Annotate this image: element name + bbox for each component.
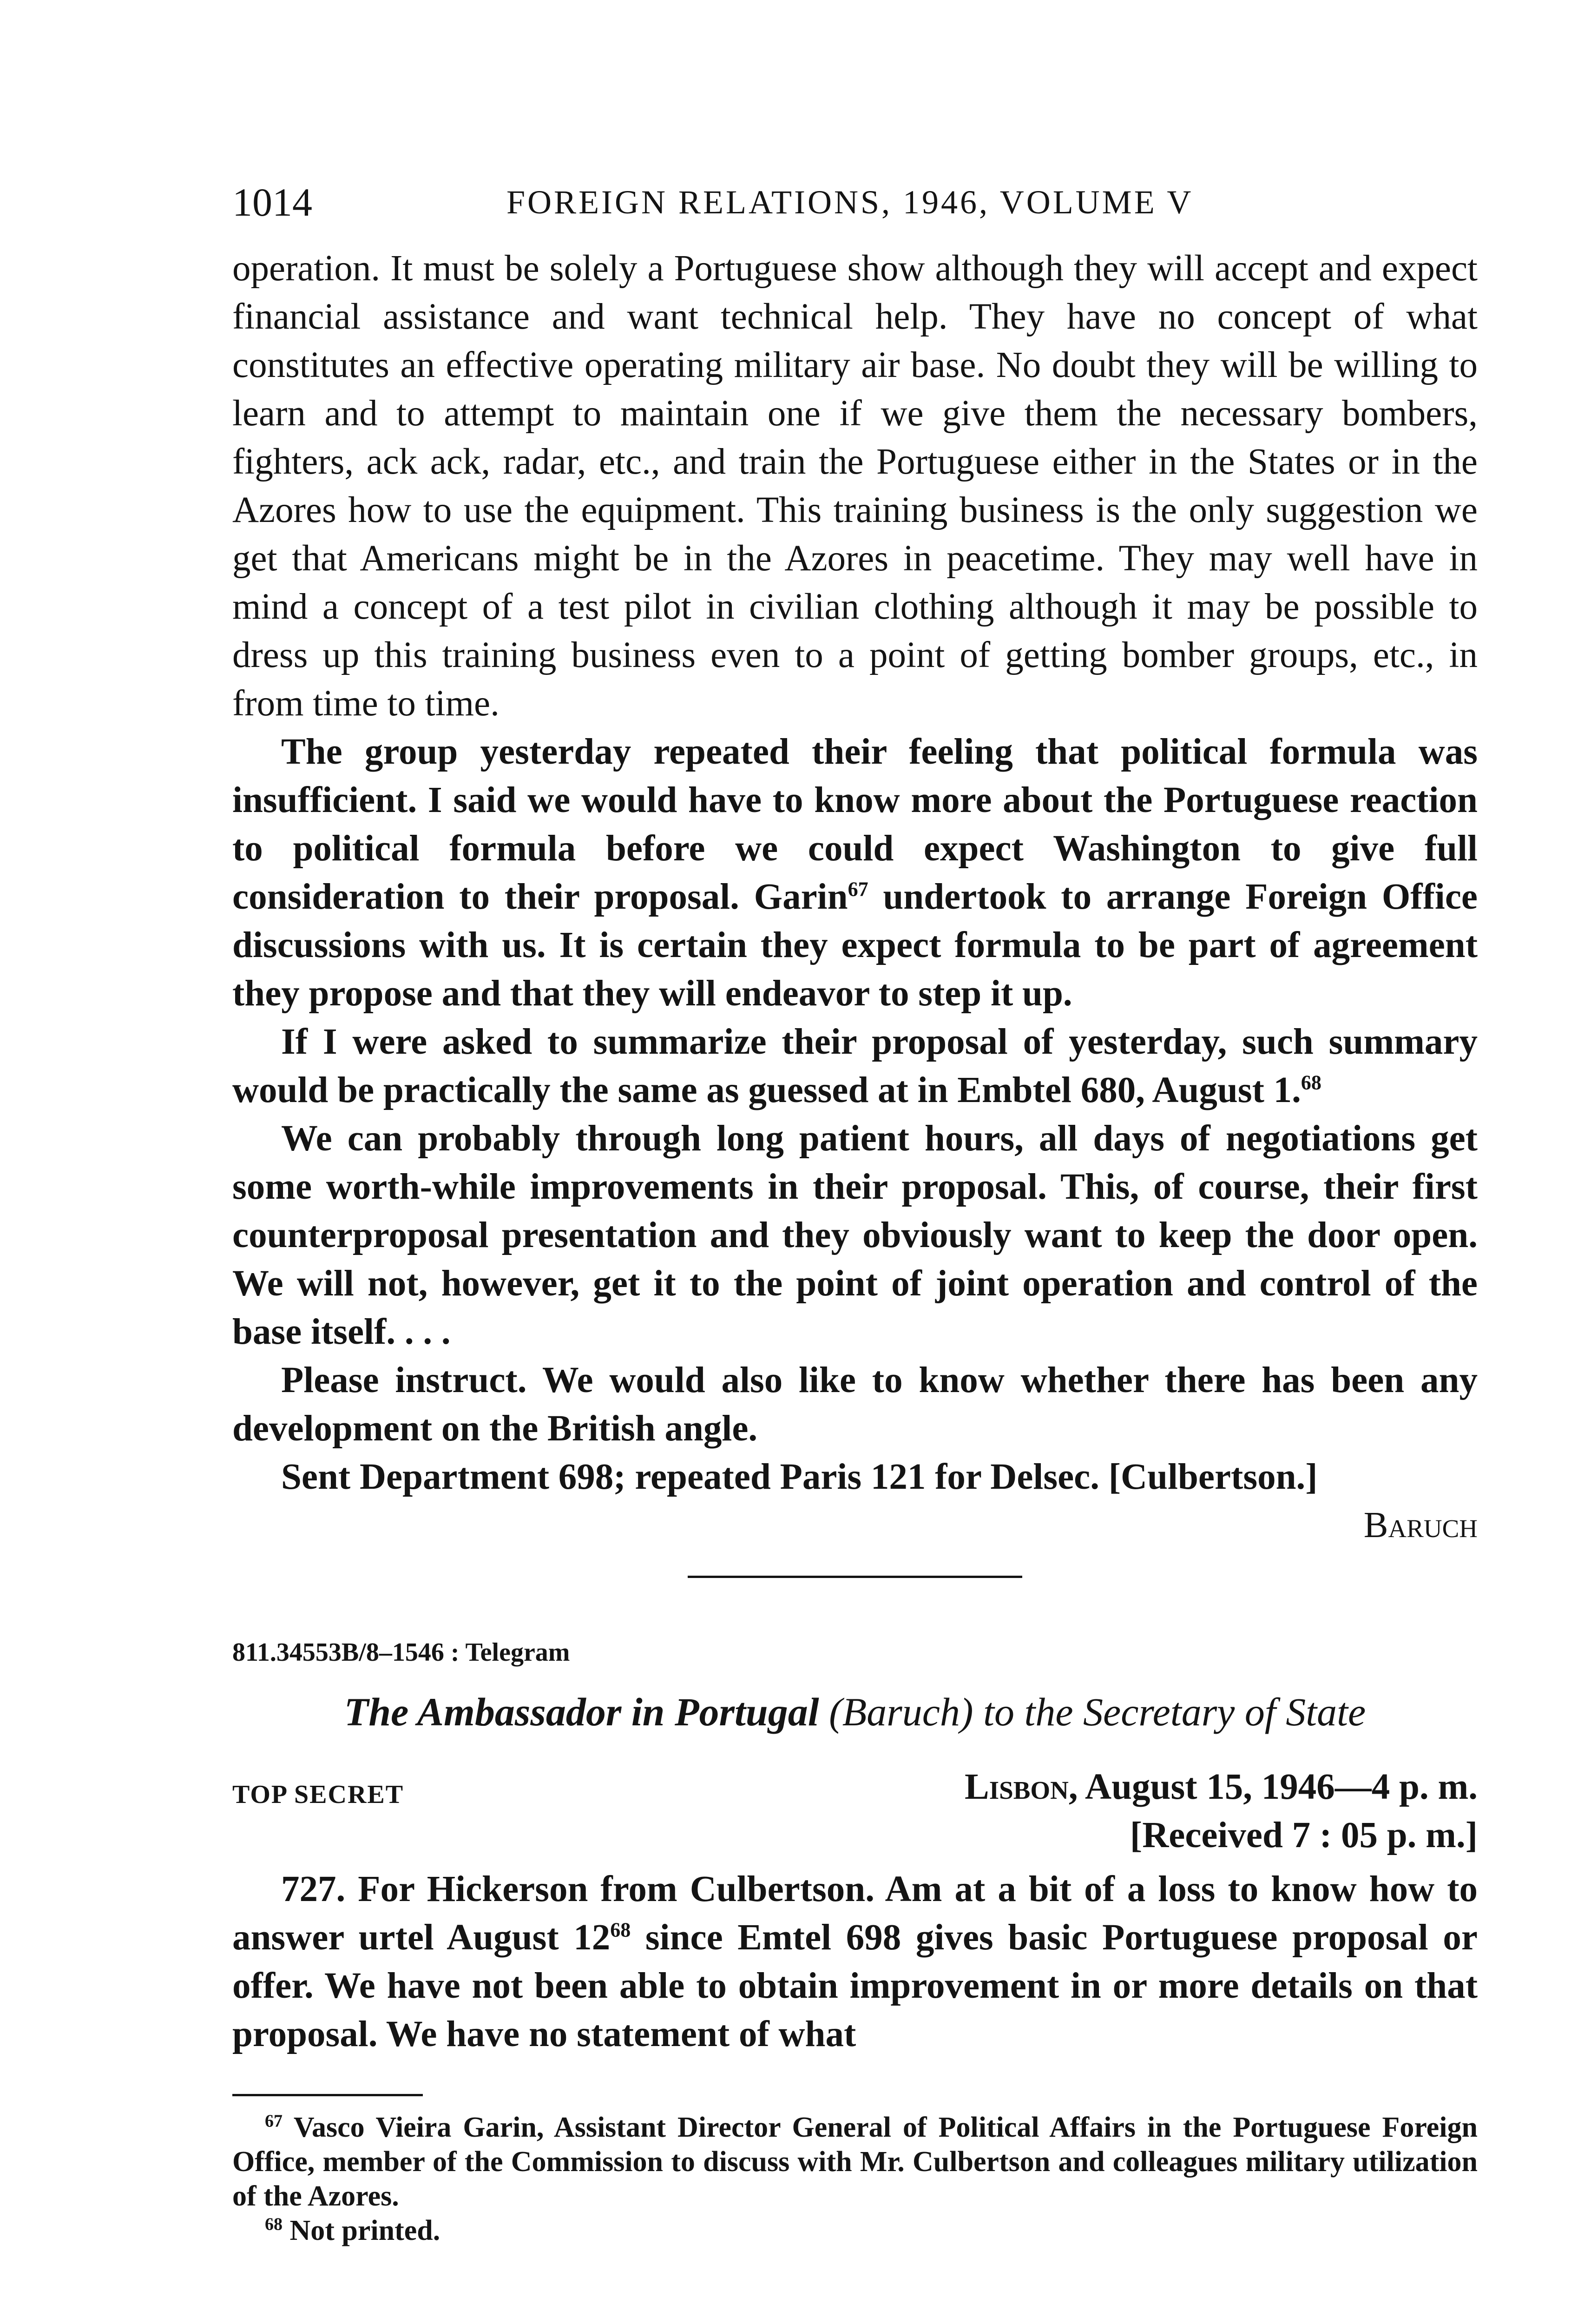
- paragraph-text: The group yesterday repeated their feeling that political formula was insufficient. I said we would have to know more about the Portuguese reaction to political formula before we could expect Washington to give full consideration to their proposal. Garin: [232, 732, 1478, 917]
- heading-recipient: to the Secretary of State: [983, 1690, 1366, 1734]
- paragraph-text: operation. It must be solely a Portuguese show although they will accept and expect financial assistance and want technical help. They have no concept of what constitutes an effective operating military air base. No doubt they will be willing to learn and to attempt to maintain one if we give them the necessary bombers, fighters, ack ack, radar, etc., and train the Portuguese either in the States or in the Azores how to use the equipment. This training business is the only suggestion we get that Americans might be in the Azores in peacetime. They may well have in mind a concept of a test pilot in civilian clothing although it may be possible to dress up this training business even to a point of getting bomber groups, etc., in from time to time.: [232, 248, 1478, 724]
- telegram-body: [232, 1865, 1478, 2059]
- paragraph-text: since Emtel 698 gives basic Portuguese proposal or offer. We have not been able to obtain improvement in or more details on that proposal. We have no statement of what: [232, 1917, 1478, 2054]
- footnotes: [232, 2110, 1478, 2248]
- paragraph-text: undertook to arrange Foreign Office discussions with us. It is certain they expect formula to be part of agreement they propose and that they will endeavor to step it up.: [232, 877, 1478, 1014]
- running-head: [232, 177, 1478, 228]
- paragraph-political-formula: [232, 728, 1478, 1018]
- paragraph-negotiations: [232, 1115, 1478, 1356]
- paragraph-text: Please instruct. We would also like to know whether there has been any development on the British angle.: [232, 1360, 1478, 1449]
- paragraph-text: 727. For Hickerson from Culbertson. Am at a bit of a loss to know how to answer urtel August 12: [232, 1869, 1478, 1958]
- footnote-reference: 68: [610, 1918, 631, 1941]
- paragraph-instruct: [232, 1356, 1478, 1453]
- page-number: 1014: [232, 180, 312, 224]
- classification-label: TOP SECRET: [232, 1780, 404, 1809]
- dateline: [965, 1763, 1478, 1811]
- received-time: [Received 7 : 05 p. m.]: [1130, 1815, 1478, 1855]
- file-reference: 811.34553B/8–1546 : Telegram: [232, 1638, 570, 1667]
- footnote-reference: 68: [1301, 1071, 1321, 1094]
- signature: Baruch: [1363, 1505, 1478, 1545]
- footnote-text: Not printed.: [289, 2215, 440, 2246]
- document-page: [232, 177, 1478, 2248]
- telegram-meta: [232, 1763, 1478, 1865]
- footnote: [232, 2213, 1478, 2248]
- running-title: FOREIGN RELATIONS, 1946, VOLUME V: [506, 184, 1194, 221]
- paragraph-text: Sent Department 698; repeated Paris 121 for Delsec. [Culbertson.]: [281, 1457, 1318, 1497]
- dateline-date: , August 15, 1946—4 p. m.: [1068, 1767, 1478, 1807]
- heading-title: The Ambassador in Portugal: [344, 1690, 819, 1734]
- footnote-mark: 67: [265, 2111, 283, 2131]
- footnote-reference: 67: [848, 878, 868, 901]
- paragraph-text: We can probably through long patient hours, all days of negotiations get some worth-while improvements in their proposal. This, of course, their first counterproposal presentation and they obviously want to keep the door open. We will not, however, get it to the point of joint operation and control of the base itself. . . .: [232, 1118, 1478, 1352]
- heading-author: (Baruch): [829, 1690, 973, 1734]
- paragraph-text: If I were asked to summarize their proposal of yesterday, such summary would be practically the same as guessed at in Embtel 680, August 1.: [232, 1022, 1478, 1110]
- paragraph-sent: [232, 1453, 1478, 1501]
- paragraph-summary: [232, 1018, 1478, 1115]
- document-heading: [232, 1684, 1478, 1740]
- footnote: [232, 2110, 1478, 2213]
- footnote-mark: 68: [265, 2214, 283, 2234]
- footnote-divider: [232, 2094, 423, 2096]
- dateline-place: Lisbon: [965, 1767, 1069, 1807]
- section-divider: [688, 1576, 1022, 1578]
- continuation-paragraph: [232, 244, 1478, 728]
- footnote-text: Vasco Vieira Garin, Assistant Director General of Political Affairs in the Portuguese Foreign Office, member of the Commission to discuss with Mr. Culbertson and colleagues military utilization of the Azores.: [232, 2112, 1478, 2212]
